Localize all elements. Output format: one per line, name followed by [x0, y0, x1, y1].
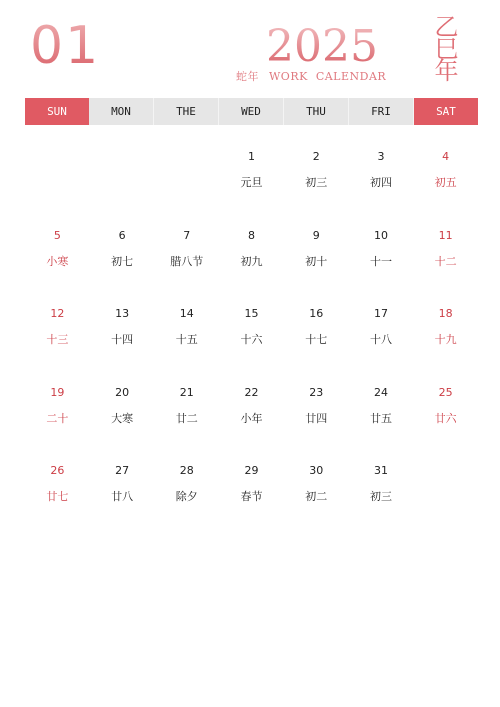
- lunar-date: 初四: [369, 176, 392, 189]
- day-number: 25: [438, 385, 453, 399]
- day-number: 9: [312, 228, 320, 242]
- lunar-date: 初五: [434, 176, 457, 189]
- empty-day-cell: [25, 150, 90, 229]
- lunar-date: 十二: [434, 254, 457, 268]
- day-cell: [219, 464, 284, 543]
- lunar-date: 初九: [240, 254, 263, 268]
- day-cell: [349, 150, 414, 229]
- day-cell: [154, 386, 219, 465]
- day-number: 12: [50, 307, 65, 320]
- day-number: 7: [183, 228, 191, 242]
- day-cell: [154, 464, 219, 543]
- day-number: 15: [244, 307, 259, 320]
- day-cell: [284, 229, 349, 308]
- day-number: 14: [179, 307, 194, 320]
- lunar-date: 腊八节: [170, 254, 204, 268]
- calendar-week-row: [25, 386, 478, 465]
- day-cell: [25, 229, 90, 308]
- day-cell: [349, 464, 414, 543]
- day-number: 31: [373, 464, 388, 477]
- calendar-grid: [25, 150, 478, 543]
- lunar-date: 初十: [305, 254, 328, 268]
- lunar-date: 十六: [240, 333, 263, 346]
- day-cell: [154, 229, 219, 308]
- day-number: 18: [438, 307, 453, 320]
- day-number: 20: [115, 385, 130, 399]
- weekday-mon: MON: [89, 98, 154, 125]
- day-number: 6: [118, 228, 126, 242]
- day-number: 1: [248, 150, 256, 163]
- day-number: 22: [244, 385, 259, 399]
- day-number: 28: [179, 464, 194, 477]
- day-cell: [284, 150, 349, 229]
- lunar-date: 除夕: [175, 490, 198, 503]
- day-cell: [219, 229, 284, 308]
- day-number: 10: [373, 228, 388, 242]
- day-cell: [413, 150, 478, 229]
- lunar-date: 二十: [46, 411, 69, 425]
- weekday-sun: SUN: [25, 98, 89, 125]
- day-cell: [25, 464, 90, 543]
- day-number: 21: [179, 385, 194, 399]
- day-number: 16: [309, 307, 324, 320]
- lunar-date: 廿四: [305, 411, 328, 425]
- empty-day-cell: [154, 150, 219, 229]
- empty-day-cell: [413, 464, 478, 543]
- lunar-date: 初三: [369, 490, 392, 503]
- day-cell: [413, 229, 478, 308]
- calendar-week-row: [25, 150, 478, 229]
- day-number: 17: [373, 307, 388, 320]
- lunar-date: 廿六: [434, 411, 457, 425]
- day-number: 23: [309, 385, 324, 399]
- weekday-wed: WED: [219, 98, 284, 125]
- day-number: 5: [53, 228, 61, 242]
- weekday-header-bar: [25, 98, 478, 125]
- calendar-subtitle: [236, 68, 396, 84]
- month-number: 01: [30, 16, 101, 76]
- day-cell: [284, 386, 349, 465]
- lunar-date: 初七: [111, 254, 134, 268]
- day-cell: [90, 464, 155, 543]
- day-cell: [349, 229, 414, 308]
- day-cell: [154, 307, 219, 386]
- zodiac-label: 蛇年: [236, 70, 259, 83]
- calendar-week-row: [25, 229, 478, 308]
- lunar-date: 十九: [434, 333, 457, 346]
- day-cell: [219, 386, 284, 465]
- lunar-date: 大寒: [111, 411, 134, 425]
- lunar-date: 十七: [305, 333, 328, 346]
- day-number: 24: [373, 385, 388, 399]
- lunar-year-title: 乙巳年: [430, 14, 458, 80]
- day-cell: [219, 150, 284, 229]
- day-number: 11: [438, 228, 453, 242]
- empty-day-cell: [90, 150, 155, 229]
- day-number: 8: [248, 228, 256, 242]
- lunar-date: 小年: [240, 411, 263, 425]
- year-title: 2025: [266, 21, 378, 72]
- day-number: 3: [377, 150, 385, 163]
- lunar-date: 廿二: [175, 411, 198, 425]
- lunar-date: 十一: [369, 254, 392, 268]
- day-number: 29: [244, 464, 259, 477]
- lunar-date: 十八: [369, 333, 392, 346]
- day-cell: [349, 307, 414, 386]
- day-cell: [90, 229, 155, 308]
- day-number: 27: [115, 464, 130, 477]
- day-cell: [25, 386, 90, 465]
- calendar-week-row: [25, 307, 478, 386]
- lunar-date: 元旦: [240, 176, 263, 189]
- day-cell: [25, 307, 90, 386]
- day-cell: [219, 307, 284, 386]
- day-number: 4: [442, 150, 450, 163]
- day-number: 13: [115, 307, 130, 320]
- day-cell: [413, 386, 478, 465]
- day-number: 2: [312, 150, 320, 163]
- lunar-date: 廿五: [369, 411, 392, 425]
- weekday-fri: FRI: [349, 98, 414, 125]
- day-cell: [349, 386, 414, 465]
- lunar-date: 十三: [46, 333, 69, 346]
- day-number: 26: [50, 464, 65, 477]
- lunar-date: 廿七: [46, 490, 69, 503]
- day-cell: [413, 307, 478, 386]
- weekday-the: THE: [154, 98, 219, 125]
- weekday-sat: SAT: [414, 98, 478, 125]
- lunar-date: 廿八: [111, 490, 134, 503]
- day-cell: [284, 307, 349, 386]
- day-cell: [90, 307, 155, 386]
- weekday-thu: THU: [284, 98, 349, 125]
- day-cell: [284, 464, 349, 543]
- day-cell: [90, 386, 155, 465]
- day-number: 30: [309, 464, 324, 477]
- lunar-date: 初三: [305, 176, 328, 189]
- calendar-week-row: [25, 464, 478, 543]
- lunar-date: 十四: [111, 333, 134, 346]
- lunar-date: 春节: [240, 490, 263, 503]
- work-calendar-label: WORK CALENDAR: [269, 70, 387, 83]
- lunar-date: 十五: [175, 333, 198, 346]
- lunar-date: 初二: [305, 490, 328, 503]
- lunar-date: 小寒: [46, 254, 69, 268]
- day-number: 19: [50, 385, 65, 399]
